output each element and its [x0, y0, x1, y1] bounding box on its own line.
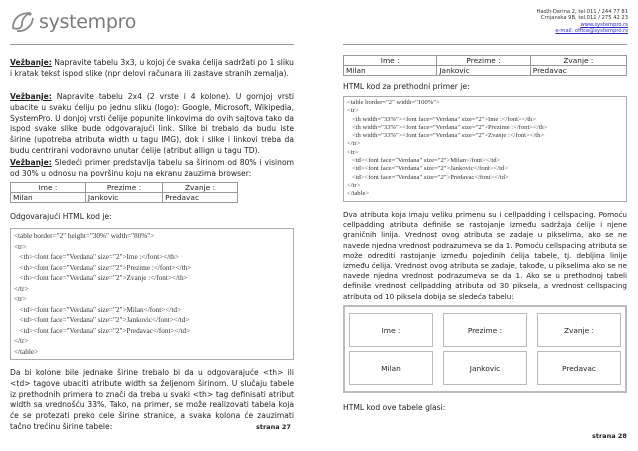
code-line: <td><font face="Verdana" size="2">Predavac</font></td>: [14, 326, 191, 335]
exercise-1: [10, 58, 294, 80]
code-line: <table border="2" width="100%">: [347, 99, 440, 106]
table-header: Prezime :: [443, 313, 527, 347]
exercise-text: Napravite tabelu 3x3, u kojoj će svaka ćelija sadržati po 1 sliku i kratak tekst ispod slike (npr delovi računara ili zastave stranih zemalja).: [10, 58, 294, 78]
header-divider: [10, 44, 294, 45]
code-line: <td><font face="Verdana" size="2">Predavac</font></td>: [347, 173, 509, 181]
column-width-paragraph: Da bi kolone bile jednake širine trebalo bi da u odgovarajuće <th> ili <td> tagove ubaciti atribute width sa željenom širinom. U slučaju tabele iz prethodnih primera to znači da treba u svaki <th> tag definisati atribut width sa vrednošću 33%. Tako, na primer, se može realizovati tabela koja će se protezati preko cele širine stranice, a svaka kolona će zauzimati tačno trećinu širine tabele:: [10, 368, 294, 431]
website-link[interactable]: www.systempro.rs: [580, 21, 628, 28]
table-row: [349, 351, 621, 385]
full-width-table: [343, 55, 627, 76]
code-line: <th><font face="Verdana" size="2">Ime :</font></th>: [14, 253, 179, 261]
code-line: <th><font face="Verdana" size="2">Zvanje :</font></th>: [14, 274, 188, 282]
code-line: <th width="33%"><font face="Verdana" size="2">Prezime :</font></th>: [347, 123, 548, 131]
table-header: Prezime :: [437, 56, 530, 66]
code-line: </tr>: [347, 181, 361, 189]
padded-table: [343, 305, 627, 393]
table-header: Zvanje :: [537, 313, 621, 347]
table-cell: Predavac: [163, 193, 238, 203]
exercise-label: Vežbanje:: [10, 158, 52, 167]
table-header: Prezime :: [85, 183, 162, 193]
contact-info: [536, 9, 628, 35]
exercise-text: Sledeći primer predstavlja tabelu sa širinom od 80% i visinom od 30% u odnosu na površinu koju na ekranu zauzima browser:: [10, 158, 294, 178]
code-line: <th width="33%"><font face="Verdana" size="2">Zvanje :</font></th>: [347, 132, 545, 140]
contact-line: Hadži-Derina 2, tel.011 / 244 77 81: [536, 9, 628, 15]
code-intro: HTML kod ove tabele glasi:: [343, 403, 446, 412]
code-line: <td><font face="Verdana" size="2">Milan</font></td>: [14, 305, 182, 314]
code-intro: Odgovarajući HTML kod je:: [10, 212, 112, 221]
table-header: Zvanje :: [163, 183, 238, 193]
table-cell: Jankovic: [443, 351, 527, 385]
table-cell: Jankovic: [85, 193, 162, 203]
example-table: [10, 182, 238, 203]
code-line: </tr>: [347, 140, 361, 148]
code-line: <tr>: [14, 295, 27, 303]
code-line: </table>: [14, 347, 39, 356]
page-number: strana 28: [592, 432, 627, 440]
table-cell: Jankovic: [437, 66, 530, 76]
logo: [10, 10, 136, 34]
exercise-text: Napravite tabelu 2x4 (2 vrste i 4 kolone). U gornjoj vrsti ubacite u svaku ćeliju po jednu sliku (logo): Google, Microsoft, Wikipedia, SystemPro. U donjoj vrsti ćelije popunite linkovima do ovih sajtova tako da ispod svake slike bude odgovarajući link. Slike bi trebalo da budu iste širine (upotreba atributa width u tagu IMG), dok i slike i linkovi treba da budu centrirani vodoravno unutar ćelije (atribut allign u tagu TD).: [10, 92, 294, 155]
code-line: <tr>: [14, 242, 27, 251]
code-block: [10, 228, 294, 360]
code-line: </table>: [347, 190, 370, 198]
table-cell: Predavac: [530, 66, 626, 76]
code-line: </tr>: [14, 284, 29, 293]
table-header: Ime :: [349, 313, 433, 347]
contact-line: Crnjanska 9B, tel.011 / 275 42 23: [540, 15, 628, 22]
exercise-2: [10, 92, 294, 157]
code-line: <th width="33%"><font face="Verdana" size="2">Ime :</font></th>: [347, 115, 537, 123]
code-line: <table border="2" height="30%" width="80%">: [14, 232, 155, 240]
page-right: [319, 0, 638, 451]
cellpadding-paragraph: Dva atributa koja imaju veliku primenu su i cellpadding i cellspacing. Pomoću cellpadding atributa definiše se rastojanje između sadržaja ćelije i njene graničnih linija. Vrednost ovog atributa se zadaje u pikselima, ako se ne navede njedna vrednost podrazumeva se da 1. Pomoću cellspacing atributa se može odrediti rastojanje između pojedinih ćelija tabele, tj. debljina linije između ćelija. Vrednost ovog atributa se zadaje, takođe, u pikselima ako se ne navede njedna vrednost podrazumeva se da 1. Ako se u prethodnoj tabeli definiše vrednost cellpadding atributa od 30 piksela, a vrednost cellspacing atributa od 10 piksela dobija se sledeća tabelu:: [343, 210, 628, 301]
code-line: <tr>: [347, 107, 359, 115]
code-block: [343, 96, 627, 202]
code-line: <tr>: [347, 148, 359, 156]
exercise-3: [10, 158, 294, 180]
table-header: Ime :: [344, 56, 437, 66]
email-link[interactable]: e-mail: office@systempro.rs: [555, 28, 628, 35]
table-header: Zvanje :: [530, 56, 626, 66]
table-row: [349, 313, 621, 347]
exercise-label: Vežbanje:: [10, 92, 52, 101]
table-header: Ime :: [11, 183, 86, 193]
table-cell: Milan: [349, 351, 433, 385]
code-line: </tr>: [14, 337, 29, 345]
table-cell: Milan: [11, 193, 86, 203]
exercise-label: Vežbanje:: [10, 58, 52, 67]
code-intro: HTML kod za prethodni primer je:: [343, 82, 470, 91]
brand-name: systempro: [39, 11, 137, 33]
code-line: <th><font face="Verdana" size="2">Prezime :</font></th>: [14, 263, 192, 272]
code-line: <td><font face="Verdana" size="2">Jankovic</font></td>: [347, 165, 508, 173]
page-number: strana 27: [256, 423, 291, 431]
header-divider: [343, 44, 627, 45]
table-cell: Predavac: [537, 351, 621, 385]
code-line: <td><font face="Verdana" size="2">Milan</font></td>: [347, 157, 501, 165]
table-cell: Milan: [344, 66, 437, 76]
brand-logo-icon: [10, 10, 36, 34]
code-line: <td><font face="Verdana" size="2">Jankovic</font></td>: [14, 316, 190, 324]
